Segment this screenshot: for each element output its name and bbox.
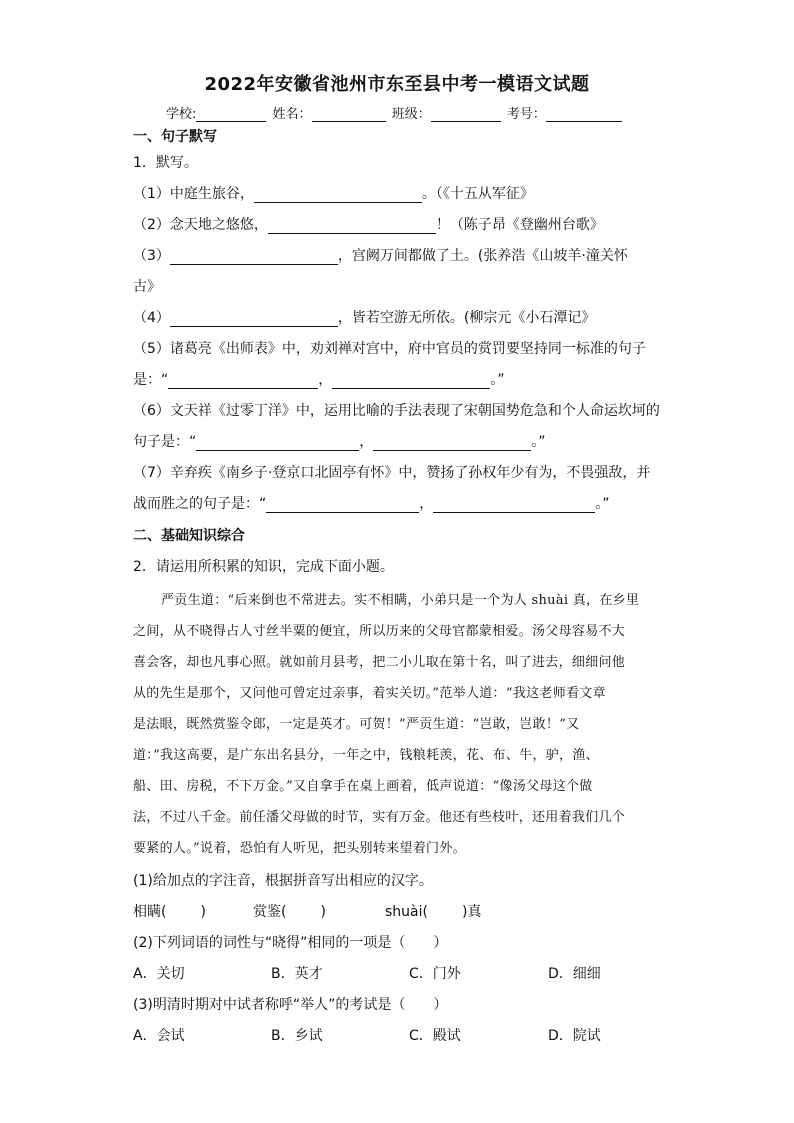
option-c[interactable]: C．门外 [409,966,461,982]
pinyin-item-c-text: shuài( [385,904,428,920]
pinyin-item-b [253,901,326,921]
school-label: 学校: [166,107,197,122]
q1-item-7-pre: 战而胜之的句子是：“ [133,496,267,512]
section-heading-2: 二、基础知识综合 [133,528,245,544]
answer-blank[interactable] [168,373,318,389]
passage-line: 道：”我这高要，是广东出名县分，一年之中，钱粮耗羡，花、布、牛，驴，渔、 [133,748,599,763]
q1-item-4-pre: （4） [133,310,170,326]
q1-item-6: （6）文天祥《过零丁洋》中，运用比喻的手法表现了宋朝国势危急和个人命运坎坷的 [133,403,660,419]
option-d[interactable]: D．细细 [548,966,601,982]
q1-item-5: （5）诸葛亮《出师表》中，劝刘禅对宫中，府中官员的赏罚要坚持同一标准的句子 [133,341,646,357]
option-b[interactable]: B．乡试 [271,1028,323,1044]
exam-no-field[interactable] [546,107,622,122]
q1-item-4 [133,307,595,327]
pinyin-item-c [385,901,481,921]
passage-line: 要紧的人。”说着，恐怕有人听见，把头别转来望着门外。 [133,841,466,856]
subquestion-2-prompt: (2)下列词语的词性与“晓得”相同的一项是（ ） [133,935,448,951]
answer-blank[interactable] [266,497,419,513]
q1-item-6-pre: 句子是：“ [133,434,197,450]
q1-item-2-pre: （2）念天地之悠悠， [133,217,268,233]
q1-item-1-post: 。（《十五从军征》 [421,186,534,202]
exam-no-label: 考号： [506,107,546,122]
answer-blank[interactable] [170,249,338,265]
paren-close: ) [200,904,206,920]
paren-close: )真 [461,904,482,920]
q1-item-7: （7）辛弃疾《南乡子·登京口北固亭有怀》中，赞扬了孙权年少有为，不畏强敌，并 [133,465,651,481]
q1-item-3-continued: 古》 [133,279,161,295]
student-info-row [166,103,624,122]
pinyin-item-a [133,901,206,921]
passage-line: 是法眼，既然赏鉴令郎，一定是英才。可贺！”严贡生道：“岂敢，岂敢！”又 [133,717,580,732]
q1-item-3-pre: （3） [133,248,170,264]
comma: ， [318,372,333,388]
page-title: 2022年安徽省池州市东至县中考一模语文试题 [204,74,590,95]
option-c[interactable]: C．殿试 [409,1028,461,1044]
pinyin-item-b-text: 赏鉴( [253,904,287,920]
subquestion-1-prompt: (1)给加点的字注音，根据拼音写出相应的汉字。 [133,873,433,889]
class-label: 班级： [391,107,431,122]
q1-item-3-post: ，宫阙万间都做了土。(张养浩《山坡羊·潼关怀 [337,248,628,264]
paren-close: ) [320,904,326,920]
passage-line: 之间，从不晓得占人寸丝半粟的便宜，所以历来的父母官都蒙相爱。汤父母容易不大 [133,624,626,639]
class-field[interactable] [431,107,501,122]
answer-blank[interactable] [332,373,490,389]
q1-item-3 [133,245,628,265]
passage-line: 从的先生是那个，又问他可曾定过亲事，着实关切。”范举人道：“我这老师看文章 [133,686,606,701]
passage-line: 严贡生道：“后来倒也不常进去。实不相瞒，小弟只是一个为人 shuài 真，在乡里 [161,593,640,608]
answer-blank[interactable] [254,187,422,203]
subquestion-3-prompt: (3)明清时期对中试者称呼“举人”的考试是（ ） [133,997,448,1013]
answer-blank[interactable] [268,218,436,234]
q1-item-1-pre: （1）中庭生旅谷， [133,186,254,202]
q1-item-5-pre: 是：“ [133,372,169,388]
q1-item-2-post: ！（陈子昂《登幽州台歌》 [435,217,604,233]
q1-item-6-answer [133,431,546,451]
q1-item-4-post: ，皆若空游无所依。(柳宗元《小石潭记》 [337,310,596,326]
answer-blank[interactable] [170,311,338,327]
q1-item-1 [133,183,534,203]
name-label: 姓名： [272,107,312,122]
option-d[interactable]: D．院试 [548,1028,601,1044]
name-field[interactable] [312,107,386,122]
passage-line: 喜会客，却也凡事心照。就如前月县考，把二小儿取在第十名，叫了进去，细细问他 [133,655,626,670]
answer-blank[interactable] [196,435,359,451]
q1-item-7-answer [133,493,610,513]
q1-item-6-post: 。” [531,434,546,450]
q1-item-5-post: 。” [490,372,505,388]
q1-item-7-post: 。” [595,496,610,512]
q1-item-2 [133,214,604,234]
school-field[interactable] [196,107,266,122]
answer-blank[interactable] [373,435,531,451]
pinyin-item-a-text: 相瞒( [133,904,167,920]
comma: ， [419,496,434,512]
option-a[interactable]: A．会试 [133,1028,185,1044]
question-1-title: 1．默写。 [133,155,198,171]
comma: ， [359,434,374,450]
option-a[interactable]: A．关切 [133,966,185,982]
section-heading-1: 一、句子默写 [133,129,217,145]
passage-line: 船、田、房税，不下万金。”又自拿手在桌上画着，低声说道：“像汤父母这个做 [133,779,593,794]
q1-item-5-answer [133,369,505,389]
passage-line: 法，不过八千金。前任潘父母做的时节，实有万金。他还有些枝叶，还用着我们几个 [133,810,626,825]
question-2-title: 2．请运用所积累的知识，完成下面小题。 [133,559,394,575]
option-b[interactable]: B．英才 [271,966,323,982]
answer-blank[interactable] [433,497,595,513]
